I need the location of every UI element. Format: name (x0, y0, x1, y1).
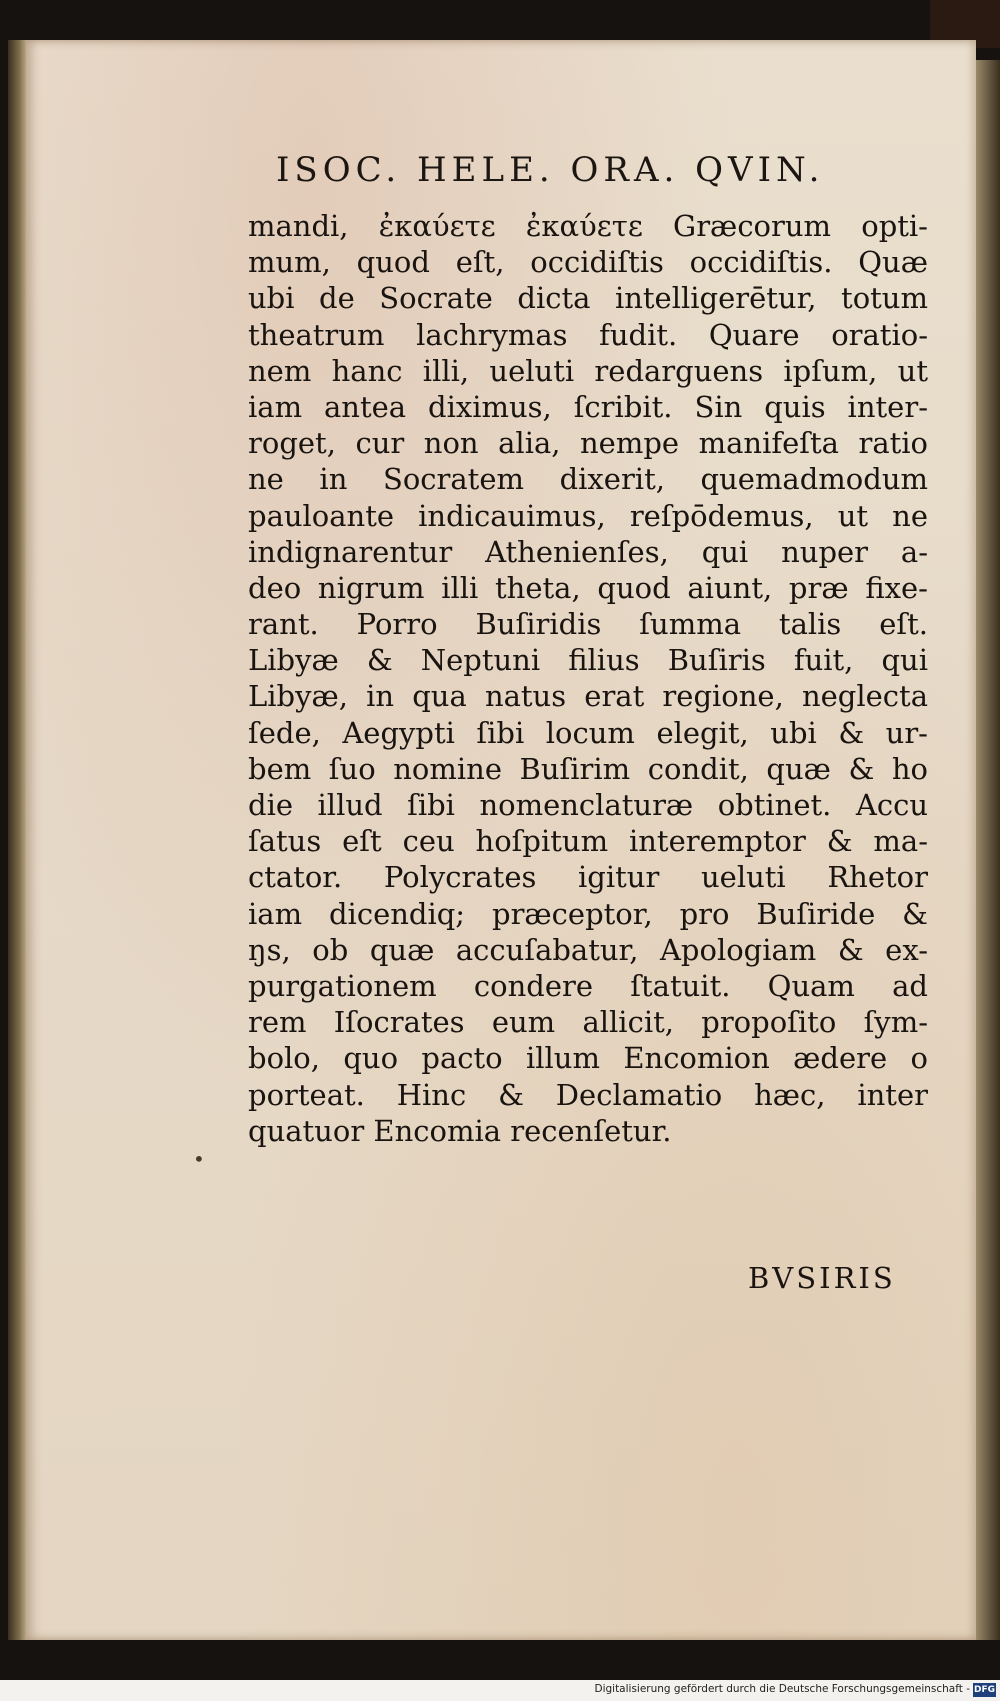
text-line: ubi de Socrate dicta intelligerētur, totum (248, 281, 928, 316)
text-line: iam antea diximus, ſcribit. Sin quis inter- (248, 389, 928, 424)
text-line: ſede, Aegypti ſibi locum elegit, ubi & ur- (248, 715, 928, 750)
text-line: rem Iſocrates eum allicit, propoſito ſym- (248, 1005, 928, 1040)
text-line: porteat. Hinc & Declamatio hæc, inter (248, 1077, 928, 1112)
page-edge-left (8, 40, 26, 1640)
text-line: mum, quod eſt, occidiſtis occidiſtis. Quæ (248, 245, 928, 280)
text-line: ſatus eſt ceu hoſpitum interemptor & ma- (248, 824, 928, 859)
text-line: roget, cur non alia, nempe manifeſta ratio (248, 426, 928, 461)
funding-credit: Digitalisierung gefördert durch die Deutsche Forschungsgemeinschaft - (594, 1683, 970, 1695)
text-line: deo nigrum illi theta, quod aiunt, præ fixe- (248, 570, 928, 605)
text-line: theatrum lachrymas fudit. Quare oratio- (248, 317, 928, 352)
text-line: iam dicendiq; præceptor, pro Buſiride & (248, 896, 928, 931)
text-line: die illud ſibi nomenclaturæ obtinet. Accu (248, 788, 928, 822)
page-edge-right (976, 60, 1000, 1640)
text-line: ne in Socratem dixerit, quemadmodum (248, 462, 928, 497)
text-line: rant. Porro Buſiridis ſumma talis eſt. (248, 607, 928, 642)
margin-mark: • (193, 1147, 205, 1171)
running-head: ISOC. HELE. ORA. QVIN. (276, 150, 825, 190)
text-line: pauloante indicauimus, reſpōdemus, ut ne (248, 498, 928, 533)
text-line: ŋs, ob quæ accuſabatur, Apologiam & ex- (248, 932, 928, 967)
catchword: BVSIRIS (748, 1261, 896, 1295)
text-line: ctator. Polycrates igitur ueluti Rhetor (248, 860, 928, 895)
footer-bar (0, 1680, 1000, 1701)
dfg-logo: DFG (973, 1685, 995, 1695)
text-line: Libyæ, in qua natus erat regione, neglecta (248, 679, 928, 714)
text-line: bolo, quo pacto illum Encomion ædere o (248, 1041, 928, 1076)
text-line: Libyæ & Neptuni filius Buſiris fuit, qui (248, 643, 928, 678)
text-line: bem ſuo nomine Buſirim condit, quæ & ho (248, 751, 928, 786)
text-line: purgationem condere ſtatuit. Quam ad (248, 968, 928, 1003)
text-line: nem hanc illi, ueluti redarguens ipſum, ut (248, 353, 928, 388)
text-line: indignarentur Athenienſes, qui nuper a- (248, 534, 928, 569)
text-line-last: quatuor Encomia recenſetur. (248, 1113, 672, 1148)
text-line: mandi, ἐκαύετε ἐκαύετε Græcorum opti- (248, 209, 928, 243)
body-text (248, 208, 928, 1149)
